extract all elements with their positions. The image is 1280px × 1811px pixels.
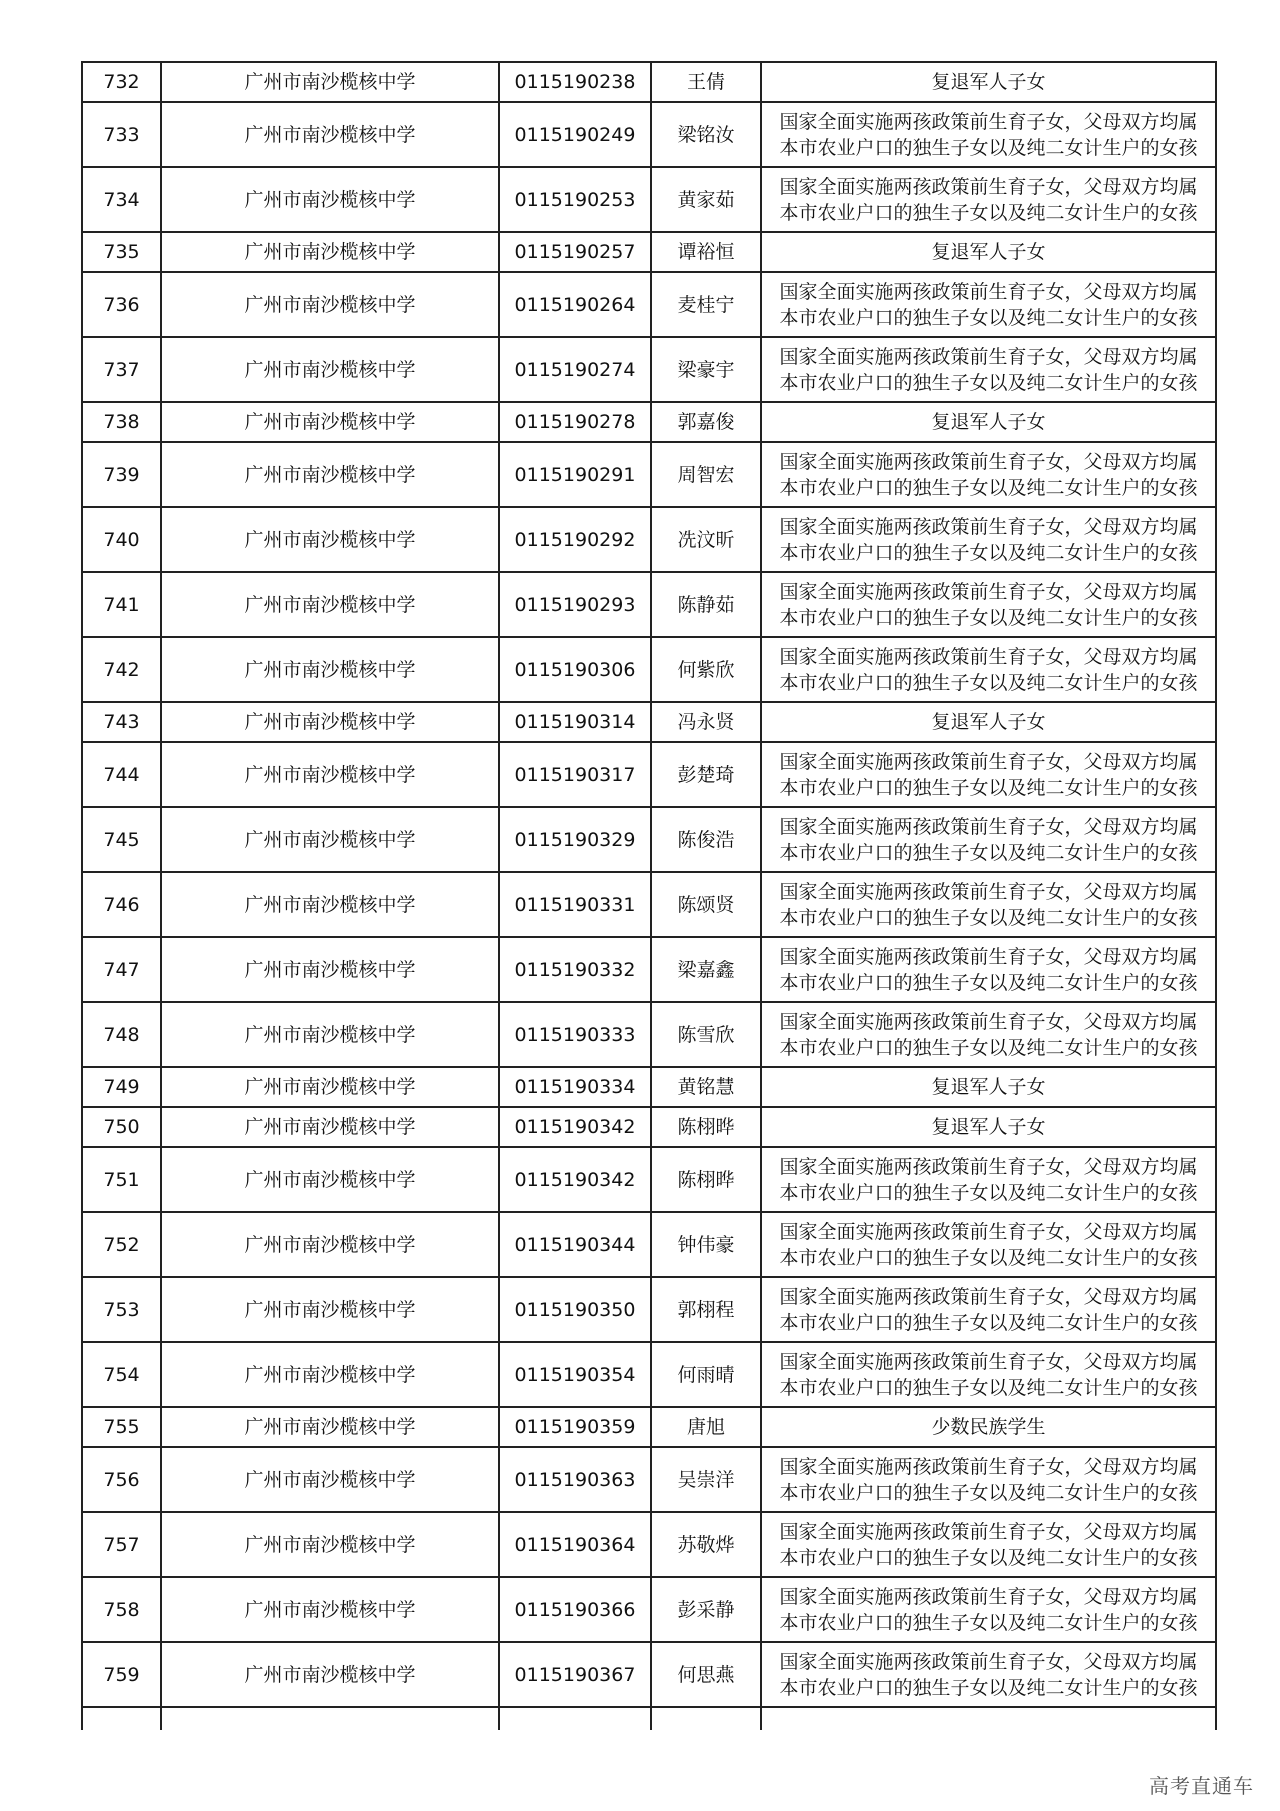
category-line: 本市农业户口的独生子女以及纯二女计生户的女孩 — [779, 1246, 1198, 1269]
student-name-cell: 郭栩程 — [651, 1277, 761, 1342]
school-cell: 广州市南沙榄核中学 — [161, 1342, 499, 1407]
row-number-cell: 755 — [82, 1407, 161, 1447]
student-id-cell: 0115190306 — [499, 637, 651, 702]
table-row — [82, 167, 1216, 232]
row-number-cell: 735 — [82, 232, 161, 272]
school-cell: 广州市南沙榄核中学 — [161, 232, 499, 272]
school-cell: 广州市南沙榄核中学 — [161, 742, 499, 807]
row-number-cell: 747 — [82, 937, 161, 1002]
category-cell — [761, 1147, 1216, 1212]
category-cell — [761, 1342, 1216, 1407]
student-name-cell: 周智宏 — [651, 442, 761, 507]
school-cell: 广州市南沙榄核中学 — [161, 1107, 499, 1147]
table-row — [82, 1407, 1216, 1447]
table-row — [82, 102, 1216, 167]
table-row — [82, 702, 1216, 742]
category-cell — [761, 62, 1216, 102]
category-cell — [761, 232, 1216, 272]
student-name-cell: 钟伟豪 — [651, 1212, 761, 1277]
category-line: 复退军人子女 — [931, 1076, 1046, 1098]
table-row — [82, 742, 1216, 807]
row-number-cell: 742 — [82, 637, 161, 702]
student-name-cell: 梁嘉鑫 — [651, 937, 761, 1002]
row-number-cell: 739 — [82, 442, 161, 507]
category-cell — [761, 1512, 1216, 1577]
category-line: 本市农业户口的独生子女以及纯二女计生户的女孩 — [779, 1181, 1198, 1204]
row-number-cell: 746 — [82, 872, 161, 937]
row-number-cell: 740 — [82, 507, 161, 572]
category-line: 本市农业户口的独生子女以及纯二女计生户的女孩 — [779, 1611, 1198, 1634]
student-id-cell: 0115190278 — [499, 402, 651, 442]
category-cell — [761, 272, 1216, 337]
table-row — [82, 1642, 1216, 1707]
student-name-cell: 彭楚琦 — [651, 742, 761, 807]
category-cell — [761, 402, 1216, 442]
table-row — [82, 572, 1216, 637]
row-number-cell: 745 — [82, 807, 161, 872]
student-id-cell: 0115190329 — [499, 807, 651, 872]
category-line: 国家全面实施两孩政策前生育子女，父母双方均属 — [779, 1155, 1198, 1178]
category-line: 本市农业户口的独生子女以及纯二女计生户的女孩 — [779, 136, 1198, 159]
category-line: 本市农业户口的独生子女以及纯二女计生户的女孩 — [779, 1376, 1198, 1399]
row-number-cell: 732 — [82, 62, 161, 102]
school-cell: 广州市南沙榄核中学 — [161, 1147, 499, 1212]
category-cell — [761, 1642, 1216, 1707]
school-cell: 广州市南沙榄核中学 — [161, 62, 499, 102]
student-name-cell: 黄铭慧 — [651, 1067, 761, 1107]
student-id-cell: 0115190364 — [499, 1512, 651, 1577]
school-cell: 广州市南沙榄核中学 — [161, 872, 499, 937]
category-cell — [761, 1407, 1216, 1447]
category-line: 国家全面实施两孩政策前生育子女，父母双方均属 — [779, 1455, 1198, 1478]
category-line: 国家全面实施两孩政策前生育子女，父母双方均属 — [779, 880, 1198, 903]
category-line: 本市农业户口的独生子女以及纯二女计生户的女孩 — [779, 306, 1198, 329]
student-id-cell: 0115190331 — [499, 872, 651, 937]
row-number-cell: 741 — [82, 572, 161, 637]
row-number-cell: 736 — [82, 272, 161, 337]
student-id-cell: 0115190317 — [499, 742, 651, 807]
school-cell: 广州市南沙榄核中学 — [161, 167, 499, 232]
student-name-cell: 梁豪宇 — [651, 337, 761, 402]
school-cell: 广州市南沙榄核中学 — [161, 1407, 499, 1447]
student-name-cell: 冯永贤 — [651, 702, 761, 742]
category-cell — [761, 442, 1216, 507]
table-row — [82, 232, 1216, 272]
student-id-cell: 0115190292 — [499, 507, 651, 572]
table-row — [82, 272, 1216, 337]
school-cell: 广州市南沙榄核中学 — [161, 1212, 499, 1277]
student-name-cell: 郭嘉俊 — [651, 402, 761, 442]
category-line: 国家全面实施两孩政策前生育子女，父母双方均属 — [779, 1650, 1198, 1673]
row-number-cell: 748 — [82, 1002, 161, 1067]
category-cell — [761, 872, 1216, 937]
empty-cell — [161, 1707, 499, 1730]
category-cell — [761, 337, 1216, 402]
category-line: 国家全面实施两孩政策前生育子女，父母双方均属 — [779, 1285, 1198, 1308]
student-name-cell: 麦桂宁 — [651, 272, 761, 337]
continuation-row — [82, 1707, 1216, 1730]
category-line: 国家全面实施两孩政策前生育子女，父母双方均属 — [779, 1520, 1198, 1543]
school-cell: 广州市南沙榄核中学 — [161, 1577, 499, 1642]
empty-cell — [499, 1707, 651, 1730]
category-cell — [761, 637, 1216, 702]
row-number-cell: 756 — [82, 1447, 161, 1512]
category-line: 本市农业户口的独生子女以及纯二女计生户的女孩 — [779, 476, 1198, 499]
student-id-cell: 0115190363 — [499, 1447, 651, 1512]
table-row — [82, 402, 1216, 442]
student-id-cell: 0115190314 — [499, 702, 651, 742]
row-number-cell: 754 — [82, 1342, 161, 1407]
category-cell — [761, 807, 1216, 872]
category-line: 复退军人子女 — [931, 71, 1046, 93]
school-cell: 广州市南沙榄核中学 — [161, 507, 499, 572]
category-line: 国家全面实施两孩政策前生育子女，父母双方均属 — [779, 945, 1198, 968]
category-line: 本市农业户口的独生子女以及纯二女计生户的女孩 — [779, 541, 1198, 564]
student-name-cell: 谭裕恒 — [651, 232, 761, 272]
school-cell: 广州市南沙榄核中学 — [161, 402, 499, 442]
category-line: 本市农业户口的独生子女以及纯二女计生户的女孩 — [779, 841, 1198, 864]
category-line: 国家全面实施两孩政策前生育子女，父母双方均属 — [779, 645, 1198, 668]
category-line: 本市农业户口的独生子女以及纯二女计生户的女孩 — [779, 1676, 1198, 1699]
table-row — [82, 507, 1216, 572]
empty-cell — [82, 1707, 161, 1730]
category-cell — [761, 1002, 1216, 1067]
category-line: 复退军人子女 — [931, 711, 1046, 733]
document-sheet — [81, 61, 1209, 1730]
student-name-cell: 陈俊浩 — [651, 807, 761, 872]
category-line: 国家全面实施两孩政策前生育子女，父母双方均属 — [779, 1350, 1198, 1373]
student-name-cell: 陈雪欣 — [651, 1002, 761, 1067]
row-number-cell: 752 — [82, 1212, 161, 1277]
table-row — [82, 1447, 1216, 1512]
school-cell: 广州市南沙榄核中学 — [161, 1002, 499, 1067]
category-line: 本市农业户口的独生子女以及纯二女计生户的女孩 — [779, 1036, 1198, 1059]
row-number-cell: 743 — [82, 702, 161, 742]
category-cell — [761, 167, 1216, 232]
category-cell — [761, 937, 1216, 1002]
student-id-cell: 0115190367 — [499, 1642, 651, 1707]
category-line: 本市农业户口的独生子女以及纯二女计生户的女孩 — [779, 671, 1198, 694]
category-line: 国家全面实施两孩政策前生育子女，父母双方均属 — [779, 1010, 1198, 1033]
table-row — [82, 1212, 1216, 1277]
table-row — [82, 807, 1216, 872]
student-id-cell: 0115190366 — [499, 1577, 651, 1642]
table-row — [82, 1067, 1216, 1107]
row-number-cell: 757 — [82, 1512, 161, 1577]
category-cell — [761, 572, 1216, 637]
student-name-cell: 黄家茹 — [651, 167, 761, 232]
school-cell: 广州市南沙榄核中学 — [161, 442, 499, 507]
student-name-cell: 陈栩晔 — [651, 1147, 761, 1212]
student-name-cell: 唐旭 — [651, 1407, 761, 1447]
student-name-cell: 梁铭汝 — [651, 102, 761, 167]
school-cell: 广州市南沙榄核中学 — [161, 702, 499, 742]
table-row — [82, 872, 1216, 937]
category-line: 复退军人子女 — [931, 241, 1046, 263]
table-row — [82, 442, 1216, 507]
category-cell — [761, 1067, 1216, 1107]
student-id-cell: 0115190257 — [499, 232, 651, 272]
category-line: 国家全面实施两孩政策前生育子女，父母双方均属 — [779, 580, 1198, 603]
student-name-cell: 何紫欣 — [651, 637, 761, 702]
row-number-cell: 734 — [82, 167, 161, 232]
school-cell: 广州市南沙榄核中学 — [161, 1447, 499, 1512]
school-cell: 广州市南沙榄核中学 — [161, 337, 499, 402]
category-line: 本市农业户口的独生子女以及纯二女计生户的女孩 — [779, 1311, 1198, 1334]
category-line: 本市农业户口的独生子女以及纯二女计生户的女孩 — [779, 971, 1198, 994]
row-number-cell: 751 — [82, 1147, 161, 1212]
category-cell — [761, 507, 1216, 572]
student-id-cell: 0115190354 — [499, 1342, 651, 1407]
category-line: 国家全面实施两孩政策前生育子女，父母双方均属 — [779, 175, 1198, 198]
table-body — [82, 62, 1216, 1730]
student-id-cell: 0115190350 — [499, 1277, 651, 1342]
school-cell: 广州市南沙榄核中学 — [161, 637, 499, 702]
category-line: 本市农业户口的独生子女以及纯二女计生户的女孩 — [779, 776, 1198, 799]
category-line: 国家全面实施两孩政策前生育子女，父母双方均属 — [779, 1585, 1198, 1608]
student-name-cell: 王倩 — [651, 62, 761, 102]
student-id-cell: 0115190264 — [499, 272, 651, 337]
student-id-cell: 0115190342 — [499, 1107, 651, 1147]
category-line: 国家全面实施两孩政策前生育子女，父母双方均属 — [779, 110, 1198, 133]
school-cell: 广州市南沙榄核中学 — [161, 1512, 499, 1577]
student-id-cell: 0115190344 — [499, 1212, 651, 1277]
table-row — [82, 337, 1216, 402]
school-cell: 广州市南沙榄核中学 — [161, 807, 499, 872]
row-number-cell: 759 — [82, 1642, 161, 1707]
school-cell: 广州市南沙榄核中学 — [161, 1642, 499, 1707]
student-id-cell: 0115190332 — [499, 937, 651, 1002]
student-id-cell: 0115190342 — [499, 1147, 651, 1212]
student-id-cell: 0115190253 — [499, 167, 651, 232]
row-number-cell: 753 — [82, 1277, 161, 1342]
student-id-cell: 0115190249 — [499, 102, 651, 167]
row-number-cell: 733 — [82, 102, 161, 167]
student-name-cell: 陈颂贤 — [651, 872, 761, 937]
table-row — [82, 1147, 1216, 1212]
school-cell: 广州市南沙榄核中学 — [161, 102, 499, 167]
student-id-cell: 0115190359 — [499, 1407, 651, 1447]
student-id-cell: 0115190238 — [499, 62, 651, 102]
student-id-cell: 0115190334 — [499, 1067, 651, 1107]
category-line: 本市农业户口的独生子女以及纯二女计生户的女孩 — [779, 606, 1198, 629]
student-name-cell: 陈栩晔 — [651, 1107, 761, 1147]
row-number-cell: 744 — [82, 742, 161, 807]
student-name-cell: 冼汶昕 — [651, 507, 761, 572]
category-cell — [761, 1107, 1216, 1147]
student-id-cell: 0115190274 — [499, 337, 651, 402]
category-cell — [761, 742, 1216, 807]
student-id-cell: 0115190333 — [499, 1002, 651, 1067]
student-name-cell: 何思燕 — [651, 1642, 761, 1707]
school-cell: 广州市南沙榄核中学 — [161, 1277, 499, 1342]
category-cell — [761, 102, 1216, 167]
category-cell — [761, 1447, 1216, 1512]
category-cell — [761, 1277, 1216, 1342]
row-number-cell: 758 — [82, 1577, 161, 1642]
table-row — [82, 1342, 1216, 1407]
empty-cell — [651, 1707, 761, 1730]
student-name-cell: 苏敬烨 — [651, 1512, 761, 1577]
row-number-cell: 750 — [82, 1107, 161, 1147]
table-row — [82, 937, 1216, 1002]
school-cell: 广州市南沙榄核中学 — [161, 572, 499, 637]
category-line: 少数民族学生 — [931, 1416, 1046, 1438]
table-row — [82, 637, 1216, 702]
category-line: 国家全面实施两孩政策前生育子女，父母双方均属 — [779, 750, 1198, 773]
category-cell — [761, 702, 1216, 742]
table-row — [82, 1002, 1216, 1067]
category-line: 本市农业户口的独生子女以及纯二女计生户的女孩 — [779, 201, 1198, 224]
category-line: 复退军人子女 — [931, 1116, 1046, 1138]
category-line: 复退军人子女 — [931, 411, 1046, 433]
category-line: 本市农业户口的独生子女以及纯二女计生户的女孩 — [779, 906, 1198, 929]
student-name-cell: 彭采静 — [651, 1577, 761, 1642]
category-line: 本市农业户口的独生子女以及纯二女计生户的女孩 — [779, 371, 1198, 394]
category-line: 本市农业户口的独生子女以及纯二女计生户的女孩 — [779, 1546, 1198, 1569]
table-row — [82, 62, 1216, 102]
category-cell — [761, 1212, 1216, 1277]
admission-table — [81, 61, 1217, 1730]
watermark-text: 高考直通车 — [1149, 1774, 1254, 1798]
student-name-cell: 何雨晴 — [651, 1342, 761, 1407]
category-line: 本市农业户口的独生子女以及纯二女计生户的女孩 — [779, 1481, 1198, 1504]
empty-cell — [761, 1707, 1216, 1730]
row-number-cell: 738 — [82, 402, 161, 442]
row-number-cell: 749 — [82, 1067, 161, 1107]
table-row — [82, 1107, 1216, 1147]
table-row — [82, 1277, 1216, 1342]
category-line: 国家全面实施两孩政策前生育子女，父母双方均属 — [779, 280, 1198, 303]
student-id-cell: 0115190293 — [499, 572, 651, 637]
student-name-cell: 陈静茹 — [651, 572, 761, 637]
category-line: 国家全面实施两孩政策前生育子女，父母双方均属 — [779, 515, 1198, 538]
category-line: 国家全面实施两孩政策前生育子女，父母双方均属 — [779, 450, 1198, 473]
table-row — [82, 1512, 1216, 1577]
category-line: 国家全面实施两孩政策前生育子女，父母双方均属 — [779, 815, 1198, 838]
table-row — [82, 1577, 1216, 1642]
student-name-cell: 吴崇洋 — [651, 1447, 761, 1512]
student-id-cell: 0115190291 — [499, 442, 651, 507]
category-line: 国家全面实施两孩政策前生育子女，父母双方均属 — [779, 1220, 1198, 1243]
school-cell: 广州市南沙榄核中学 — [161, 272, 499, 337]
category-line: 国家全面实施两孩政策前生育子女，父母双方均属 — [779, 345, 1198, 368]
school-cell: 广州市南沙榄核中学 — [161, 937, 499, 1002]
row-number-cell: 737 — [82, 337, 161, 402]
school-cell: 广州市南沙榄核中学 — [161, 1067, 499, 1107]
category-cell — [761, 1577, 1216, 1642]
